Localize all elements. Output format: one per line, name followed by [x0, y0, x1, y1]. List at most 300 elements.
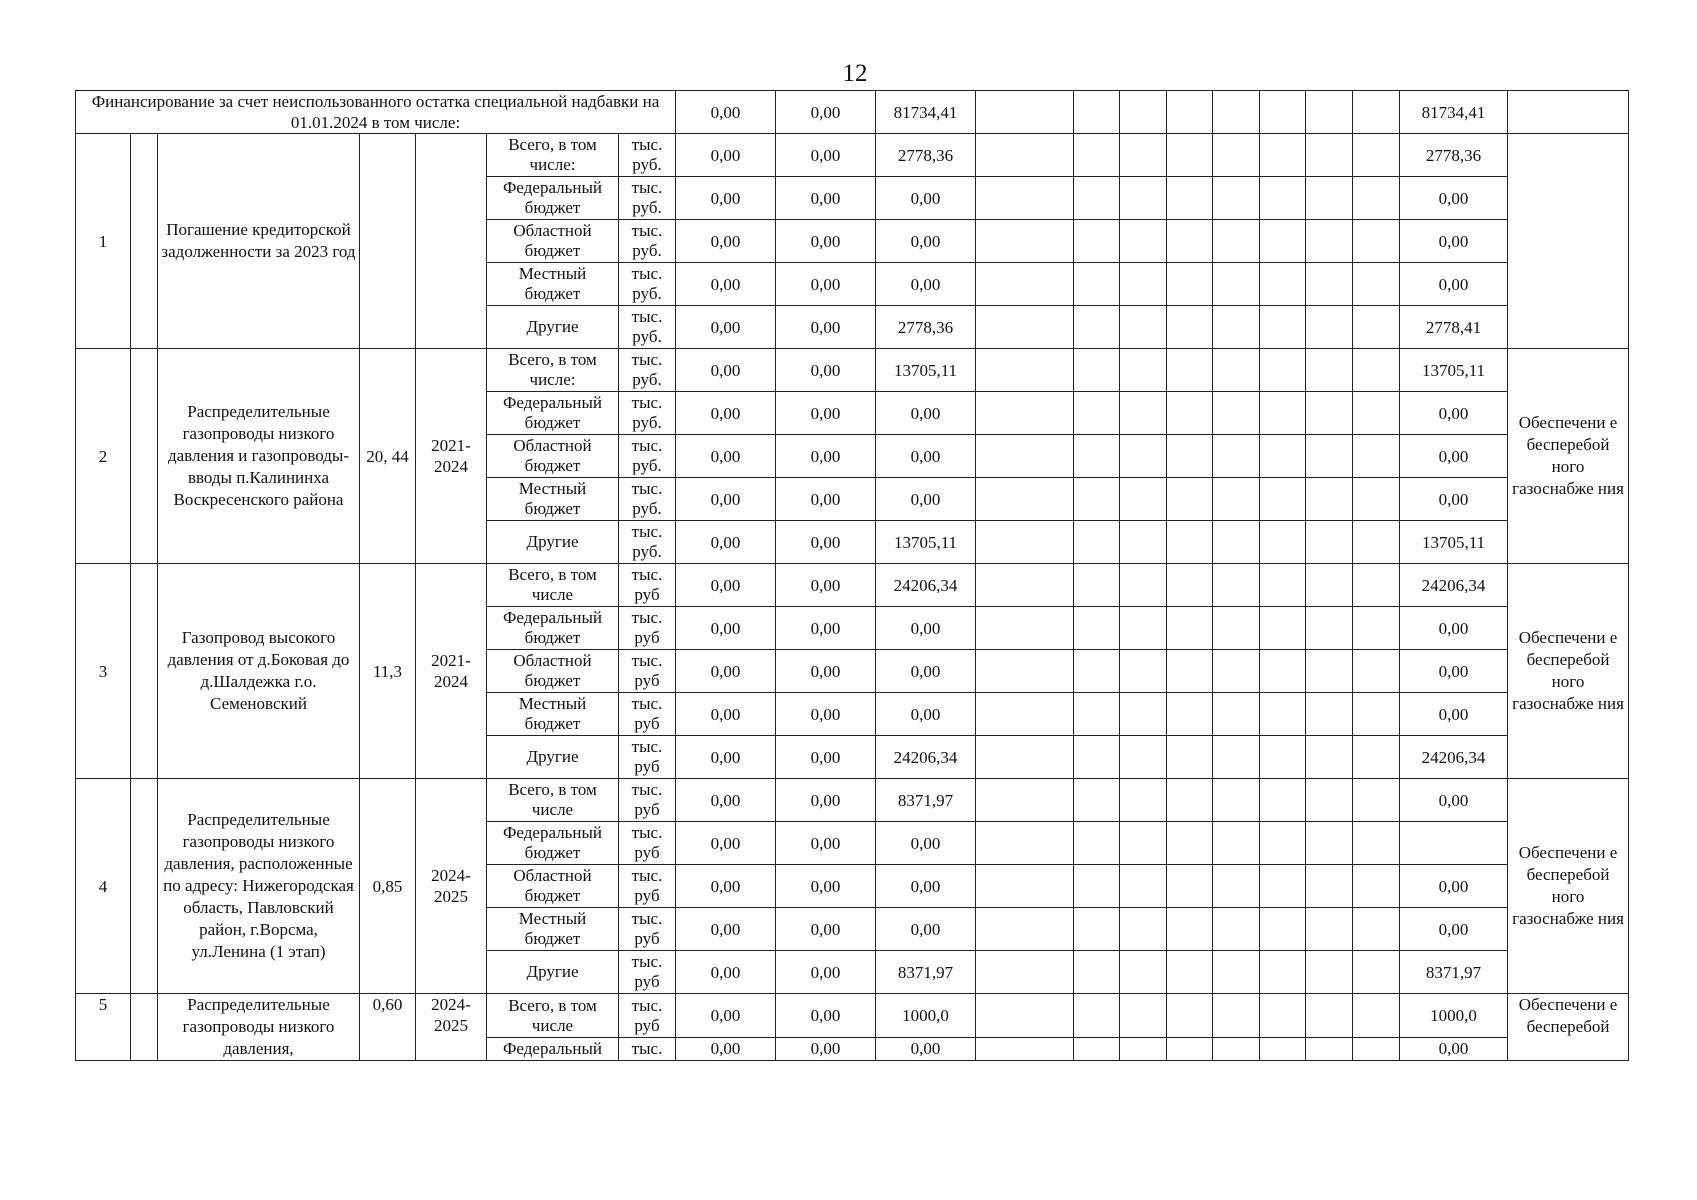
- empty-cell: [1306, 263, 1353, 306]
- empty-cell: [1167, 865, 1213, 908]
- row-total: 0,00: [1400, 865, 1508, 908]
- empty-cell: [1260, 607, 1306, 650]
- empty-cell: [1213, 177, 1260, 220]
- empty-cell: [1074, 951, 1120, 994]
- empty-cell: [1213, 435, 1260, 478]
- empty-cell: [976, 134, 1074, 177]
- indicator-label: Другие: [487, 951, 619, 994]
- unit-label: тыс. руб: [619, 822, 676, 865]
- empty-cell: [1074, 435, 1120, 478]
- table-row: [76, 564, 1629, 607]
- empty-cell: [1353, 693, 1400, 736]
- empty-cell: [1167, 994, 1213, 1038]
- empty-cell: [1353, 134, 1400, 177]
- value-3: 0,00: [876, 865, 976, 908]
- empty-cell: [1120, 91, 1167, 134]
- table-row: [76, 349, 1629, 392]
- empty-cell: [1353, 177, 1400, 220]
- empty-cell: [1074, 994, 1120, 1038]
- project-length: [360, 134, 416, 349]
- empty-cell: [1353, 435, 1400, 478]
- empty-cell: [1167, 392, 1213, 435]
- empty-cell: [976, 349, 1074, 392]
- project-period: 2024-2025: [416, 779, 487, 994]
- empty-cell: [1213, 521, 1260, 564]
- empty-cell: [1260, 478, 1306, 521]
- empty-cell: [976, 865, 1074, 908]
- indicator-label: Областной бюджет: [487, 220, 619, 263]
- value-2: 0,00: [776, 865, 876, 908]
- indicator-label: Местный бюджет: [487, 263, 619, 306]
- value-3: 0,00: [876, 478, 976, 521]
- empty-cell: [1120, 177, 1167, 220]
- value-1: 0,00: [676, 779, 776, 822]
- empty-cell: [976, 908, 1074, 951]
- empty-cell: [1306, 1038, 1353, 1061]
- empty-cell: [1074, 650, 1120, 693]
- empty-cell: [1120, 736, 1167, 779]
- empty-cell: [1353, 349, 1400, 392]
- value-2: 0,00: [776, 951, 876, 994]
- page-number: 12: [842, 60, 868, 87]
- value-2: 0,00: [776, 177, 876, 220]
- indicator-label: Местный бюджет: [487, 478, 619, 521]
- value-1: 0,00: [676, 951, 776, 994]
- unit-label: тыс. руб: [619, 779, 676, 822]
- empty-cell: [1120, 564, 1167, 607]
- empty-cell: [1213, 693, 1260, 736]
- row-total: 0,00: [1400, 650, 1508, 693]
- value-2: 0,00: [776, 650, 876, 693]
- empty-cell: [1167, 220, 1213, 263]
- project-period: [416, 134, 487, 349]
- row-total: 0,00: [1400, 263, 1508, 306]
- unit-label: тыс. руб: [619, 693, 676, 736]
- empty-cell: [1306, 91, 1353, 134]
- value-1: 0,00: [676, 650, 776, 693]
- empty-cell: [1353, 564, 1400, 607]
- empty-cell: [131, 564, 158, 779]
- empty-cell: [1167, 779, 1213, 822]
- empty-cell: [1260, 951, 1306, 994]
- row-total: [1400, 822, 1508, 865]
- value-1: 0,00: [676, 908, 776, 951]
- value-2: 0,00: [776, 564, 876, 607]
- empty-cell: [1074, 177, 1120, 220]
- empty-cell: [1074, 607, 1120, 650]
- empty-cell: [1306, 650, 1353, 693]
- project-name: Распределительные газопроводы низкого давления, расположенные по адресу: Нижегородская область, Павловский район, г.Ворсма, ул.Ленина (1 этап): [158, 779, 360, 994]
- empty-cell: [1167, 908, 1213, 951]
- empty-cell: [1353, 607, 1400, 650]
- empty-cell: [1353, 908, 1400, 951]
- row-total: 8371,97: [1400, 951, 1508, 994]
- header-value-2: 0,00: [776, 91, 876, 134]
- empty-cell: [976, 177, 1074, 220]
- value-1: 0,00: [676, 822, 776, 865]
- empty-cell: [131, 349, 158, 564]
- empty-cell: [1120, 478, 1167, 521]
- row-total: 13705,11: [1400, 349, 1508, 392]
- empty-cell: [1120, 951, 1167, 994]
- unit-label: тыс. руб: [619, 994, 676, 1038]
- empty-cell: [1306, 435, 1353, 478]
- empty-cell: [1353, 220, 1400, 263]
- empty-cell: [976, 91, 1074, 134]
- empty-cell: [1120, 306, 1167, 349]
- value-1: 0,00: [676, 349, 776, 392]
- empty-cell: [1353, 822, 1400, 865]
- empty-cell: [1074, 693, 1120, 736]
- value-2: 0,00: [776, 134, 876, 177]
- empty-cell: [1074, 521, 1120, 564]
- value-3: 0,00: [876, 650, 976, 693]
- empty-cell: [1120, 521, 1167, 564]
- value-2: 0,00: [776, 693, 876, 736]
- empty-cell: [131, 994, 158, 1061]
- value-1: 0,00: [676, 134, 776, 177]
- empty-cell: [1074, 822, 1120, 865]
- empty-cell: [1120, 1038, 1167, 1061]
- empty-cell: [1353, 306, 1400, 349]
- header-total: 81734,41: [1400, 91, 1508, 134]
- indicator-label: Всего, в том числе:: [487, 134, 619, 177]
- empty-cell: [1213, 908, 1260, 951]
- row-total: 0,00: [1400, 177, 1508, 220]
- project-name: Газопровод высокого давления от д.Боковая до д.Шалдежка г.о. Семеновский: [158, 564, 360, 779]
- empty-cell: [1353, 392, 1400, 435]
- empty-cell: [1167, 177, 1213, 220]
- unit-label: тыс. руб: [619, 650, 676, 693]
- empty-cell: [131, 779, 158, 994]
- empty-cell: [1120, 779, 1167, 822]
- empty-cell: [976, 650, 1074, 693]
- empty-cell: [976, 822, 1074, 865]
- value-1: 0,00: [676, 220, 776, 263]
- empty-cell: [1260, 263, 1306, 306]
- indicator-label: Областной бюджет: [487, 865, 619, 908]
- empty-cell: [1260, 1038, 1306, 1061]
- empty-cell: [1353, 994, 1400, 1038]
- header-row: [76, 91, 1629, 134]
- unit-label: тыс. руб: [619, 607, 676, 650]
- empty-cell: [1306, 220, 1353, 263]
- empty-cell: [1167, 607, 1213, 650]
- project-result: Обеспечени е бесперебой: [1508, 994, 1629, 1061]
- empty-cell: [976, 478, 1074, 521]
- project-length: 0,60: [360, 994, 416, 1061]
- value-2: 0,00: [776, 435, 876, 478]
- empty-cell: [1120, 392, 1167, 435]
- value-3: 24206,34: [876, 564, 976, 607]
- empty-cell: [1260, 994, 1306, 1038]
- empty-cell: [1120, 865, 1167, 908]
- empty-cell: [1074, 736, 1120, 779]
- indicator-label: Другие: [487, 306, 619, 349]
- empty-cell: [1260, 91, 1306, 134]
- empty-cell: [1353, 1038, 1400, 1061]
- empty-cell: [976, 779, 1074, 822]
- project-name: Погашение кредиторской задолженности за 2023 год: [158, 134, 360, 349]
- indicator-label: Другие: [487, 736, 619, 779]
- empty-cell: [1306, 478, 1353, 521]
- value-3: 0,00: [876, 1038, 976, 1061]
- value-3: 0,00: [876, 220, 976, 263]
- empty-cell: [1306, 865, 1353, 908]
- financing-table: [75, 90, 1629, 1061]
- empty-cell: [1353, 736, 1400, 779]
- value-1: 0,00: [676, 521, 776, 564]
- row-total: 24206,34: [1400, 564, 1508, 607]
- value-2: 0,00: [776, 607, 876, 650]
- empty-cell: [1167, 693, 1213, 736]
- unit-label: тыс. руб.: [619, 134, 676, 177]
- value-1: 0,00: [676, 306, 776, 349]
- value-2: 0,00: [776, 349, 876, 392]
- indicator-label: Областной бюджет: [487, 650, 619, 693]
- empty-cell: [1074, 478, 1120, 521]
- empty-cell: [1213, 564, 1260, 607]
- value-3: 0,00: [876, 263, 976, 306]
- value-2: 0,00: [776, 521, 876, 564]
- empty-cell: [1260, 693, 1306, 736]
- empty-cell: [1260, 220, 1306, 263]
- project-period: 2024-2025: [416, 994, 487, 1061]
- empty-cell: [976, 693, 1074, 736]
- empty-cell: [1074, 134, 1120, 177]
- value-3: 0,00: [876, 177, 976, 220]
- empty-cell: [1213, 392, 1260, 435]
- indicator-label: Федеральный бюджет: [487, 177, 619, 220]
- value-1: 0,00: [676, 865, 776, 908]
- empty-cell: [1213, 736, 1260, 779]
- empty-cell: [1167, 736, 1213, 779]
- value-3: 13705,11: [876, 521, 976, 564]
- value-1: 0,00: [676, 263, 776, 306]
- project-result: [1508, 134, 1629, 349]
- indicator-label: Всего, в том числе: [487, 994, 619, 1038]
- unit-label: тыс. руб: [619, 865, 676, 908]
- value-1: 0,00: [676, 478, 776, 521]
- empty-cell: [1306, 736, 1353, 779]
- value-3: 0,00: [876, 607, 976, 650]
- empty-cell: [1353, 91, 1400, 134]
- empty-cell: [1074, 392, 1120, 435]
- value-1: 0,00: [676, 736, 776, 779]
- empty-cell: [976, 1038, 1074, 1061]
- empty-cell: [976, 392, 1074, 435]
- empty-cell: [1306, 607, 1353, 650]
- unit-label: тыс. руб: [619, 564, 676, 607]
- row-total: 0,00: [1400, 392, 1508, 435]
- indicator-label: Федеральный бюджет: [487, 392, 619, 435]
- empty-cell: [1167, 306, 1213, 349]
- project-result: Обеспечени е бесперебой ного газоснабже ния: [1508, 349, 1629, 564]
- project-length: 20, 44: [360, 349, 416, 564]
- value-2: 0,00: [776, 392, 876, 435]
- indicator-label: Федеральный: [487, 1038, 619, 1061]
- empty-cell: [1120, 607, 1167, 650]
- empty-cell: [1260, 134, 1306, 177]
- value-3: 24206,34: [876, 736, 976, 779]
- empty-cell: [1260, 306, 1306, 349]
- empty-cell: [1306, 306, 1353, 349]
- row-total: 0,00: [1400, 908, 1508, 951]
- value-2: 0,00: [776, 478, 876, 521]
- project-name: Распределительные газопроводы низкого давления,: [158, 994, 360, 1061]
- empty-cell: [1120, 994, 1167, 1038]
- empty-cell: [1074, 306, 1120, 349]
- empty-cell: [1260, 650, 1306, 693]
- empty-cell: [1353, 951, 1400, 994]
- empty-cell: [1306, 349, 1353, 392]
- empty-cell: [1120, 263, 1167, 306]
- value-1: 0,00: [676, 607, 776, 650]
- unit-label: тыс. руб.: [619, 392, 676, 435]
- empty-cell: [1213, 349, 1260, 392]
- value-3: 8371,97: [876, 779, 976, 822]
- row-total: 2778,36: [1400, 134, 1508, 177]
- table-row: [76, 779, 1629, 822]
- value-2: 0,00: [776, 306, 876, 349]
- empty-cell: [976, 435, 1074, 478]
- unit-label: тыс. руб.: [619, 306, 676, 349]
- empty-cell: [1167, 263, 1213, 306]
- empty-cell: [1306, 822, 1353, 865]
- unit-label: тыс. руб.: [619, 478, 676, 521]
- project-number: 4: [76, 779, 131, 994]
- empty-cell: [1306, 134, 1353, 177]
- empty-cell: [1353, 521, 1400, 564]
- empty-cell: [1306, 951, 1353, 994]
- empty-cell: [1306, 392, 1353, 435]
- row-total: 13705,11: [1400, 521, 1508, 564]
- project-period: 2021-2024: [416, 349, 487, 564]
- project-number: 2: [76, 349, 131, 564]
- empty-cell: [1120, 693, 1167, 736]
- empty-cell: [1167, 1038, 1213, 1061]
- project-number: 1: [76, 134, 131, 349]
- empty-cell: [1167, 349, 1213, 392]
- value-1: 0,00: [676, 994, 776, 1038]
- empty-cell: [1213, 1038, 1260, 1061]
- empty-cell: [976, 521, 1074, 564]
- value-2: 0,00: [776, 263, 876, 306]
- empty-cell: [1260, 349, 1306, 392]
- empty-cell: [1353, 779, 1400, 822]
- value-3: 13705,11: [876, 349, 976, 392]
- empty-cell: [1260, 736, 1306, 779]
- project-result: Обеспечени е бесперебой ного газоснабже ния: [1508, 564, 1629, 779]
- indicator-label: Областной бюджет: [487, 435, 619, 478]
- project-period: 2021-2024: [416, 564, 487, 779]
- empty-cell: [1213, 994, 1260, 1038]
- empty-cell: [1167, 521, 1213, 564]
- empty-cell: [1213, 951, 1260, 994]
- indicator-label: Местный бюджет: [487, 693, 619, 736]
- value-1: 0,00: [676, 564, 776, 607]
- empty-cell: [1120, 908, 1167, 951]
- value-3: 0,00: [876, 908, 976, 951]
- empty-cell: [1074, 220, 1120, 263]
- project-result: Обеспечени е бесперебой ного газоснабже ния: [1508, 779, 1629, 994]
- value-3: 8371,97: [876, 951, 976, 994]
- table-row: [76, 994, 1629, 1038]
- value-3: 0,00: [876, 392, 976, 435]
- empty-cell: [1260, 177, 1306, 220]
- empty-cell: [1120, 435, 1167, 478]
- project-length: 0,85: [360, 779, 416, 994]
- empty-cell: [1213, 822, 1260, 865]
- empty-cell: [1213, 779, 1260, 822]
- row-total: 0,00: [1400, 1038, 1508, 1061]
- value-2: 0,00: [776, 736, 876, 779]
- empty-cell: [1167, 134, 1213, 177]
- empty-cell: [1260, 779, 1306, 822]
- empty-cell: [1074, 779, 1120, 822]
- header-title: Финансирование за счет неиспользованного остатка специальной надбавки на 01.01.2024 в том числе:: [76, 91, 676, 134]
- unit-label: тыс. руб.: [619, 521, 676, 564]
- empty-cell: [1213, 607, 1260, 650]
- empty-cell: [1167, 564, 1213, 607]
- value-2: 0,00: [776, 908, 876, 951]
- empty-cell: [1260, 392, 1306, 435]
- indicator-label: Другие: [487, 521, 619, 564]
- indicator-label: Всего, в том числе:: [487, 349, 619, 392]
- empty-cell: [1213, 650, 1260, 693]
- unit-label: тыс. руб.: [619, 263, 676, 306]
- value-2: 0,00: [776, 822, 876, 865]
- row-total: 24206,34: [1400, 736, 1508, 779]
- empty-cell: [1167, 650, 1213, 693]
- unit-label: тыс.: [619, 1038, 676, 1061]
- empty-cell: [1120, 220, 1167, 263]
- indicator-label: Федеральный бюджет: [487, 607, 619, 650]
- empty-cell: [976, 607, 1074, 650]
- header-value-1: 0,00: [676, 91, 776, 134]
- empty-cell: [1353, 263, 1400, 306]
- value-3: 0,00: [876, 435, 976, 478]
- empty-cell: [1260, 435, 1306, 478]
- indicator-label: Федеральный бюджет: [487, 822, 619, 865]
- unit-label: тыс. руб: [619, 736, 676, 779]
- empty-cell: [976, 951, 1074, 994]
- empty-cell: [976, 263, 1074, 306]
- empty-cell: [1306, 779, 1353, 822]
- header-value-3: 81734,41: [876, 91, 976, 134]
- empty-cell: [1120, 822, 1167, 865]
- empty-cell: [1260, 822, 1306, 865]
- value-3: 1000,0: [876, 994, 976, 1038]
- indicator-label: Местный бюджет: [487, 908, 619, 951]
- value-2: 0,00: [776, 220, 876, 263]
- empty-cell: [1213, 306, 1260, 349]
- empty-cell: [1120, 134, 1167, 177]
- project-number: 3: [76, 564, 131, 779]
- value-2: 0,00: [776, 779, 876, 822]
- empty-cell: [1213, 263, 1260, 306]
- empty-cell: [1306, 564, 1353, 607]
- empty-cell: [1353, 865, 1400, 908]
- value-1: 0,00: [676, 693, 776, 736]
- unit-label: тыс. руб.: [619, 349, 676, 392]
- value-3: 2778,36: [876, 134, 976, 177]
- row-total: 0,00: [1400, 435, 1508, 478]
- value-1: 0,00: [676, 1038, 776, 1061]
- indicator-label: Всего, в том числе: [487, 564, 619, 607]
- empty-cell: [1213, 134, 1260, 177]
- empty-cell: [976, 564, 1074, 607]
